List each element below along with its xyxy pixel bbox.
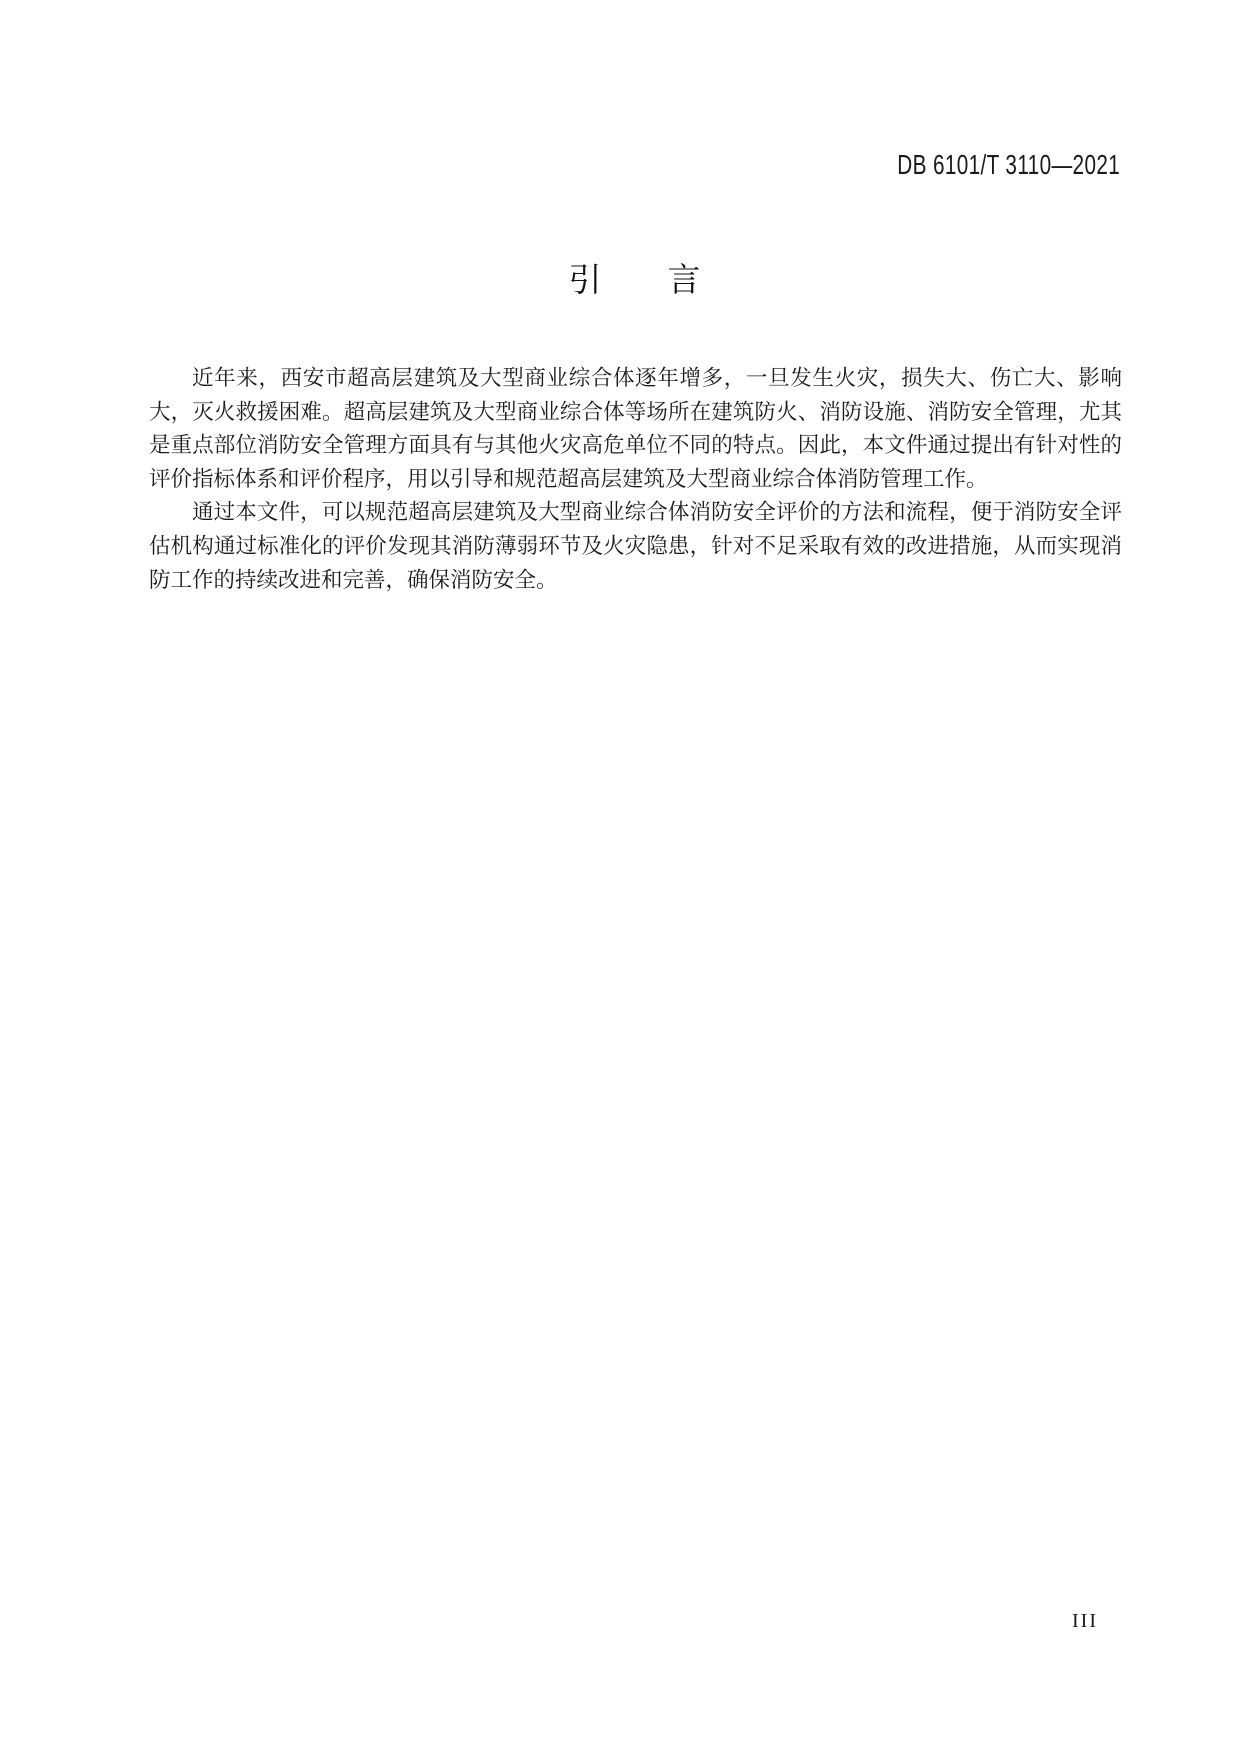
page-number: III xyxy=(1072,1610,1098,1632)
standard-number: DB 6101/T 3110—2021 xyxy=(897,149,1120,180)
paragraph-1: 近年来，西安市超高层建筑及大型商业综合体逐年增多，一旦发生火灾，损失大、伤亡大、影响大，灭火救援困难。超高层建筑及大型商业综合体等场所在建筑防火、消防设施、消防安全管理，尤其是重点部位消防安全管理方面具有与其他火灾高危单位不同的特点。因此，本文件通过提出有针对性的评价指标体系和评价程序，用以引导和规范超高层建筑及大型商业综合体消防管理工作。 xyxy=(149,366,1122,491)
paragraph-2: 通过本文件，可以规范超高层建筑及大型商业综合体消防安全评价的方法和流程，便于消防安全评估机构通过标准化的评价发现其消防薄弱环节及火灾隐患，针对不足采取有效的改进措施，从而实现消防工作的持续改进和完善，确保消防安全。 xyxy=(149,500,1122,592)
introduction-body xyxy=(149,362,1122,597)
page-title: 引 言 xyxy=(568,261,701,298)
